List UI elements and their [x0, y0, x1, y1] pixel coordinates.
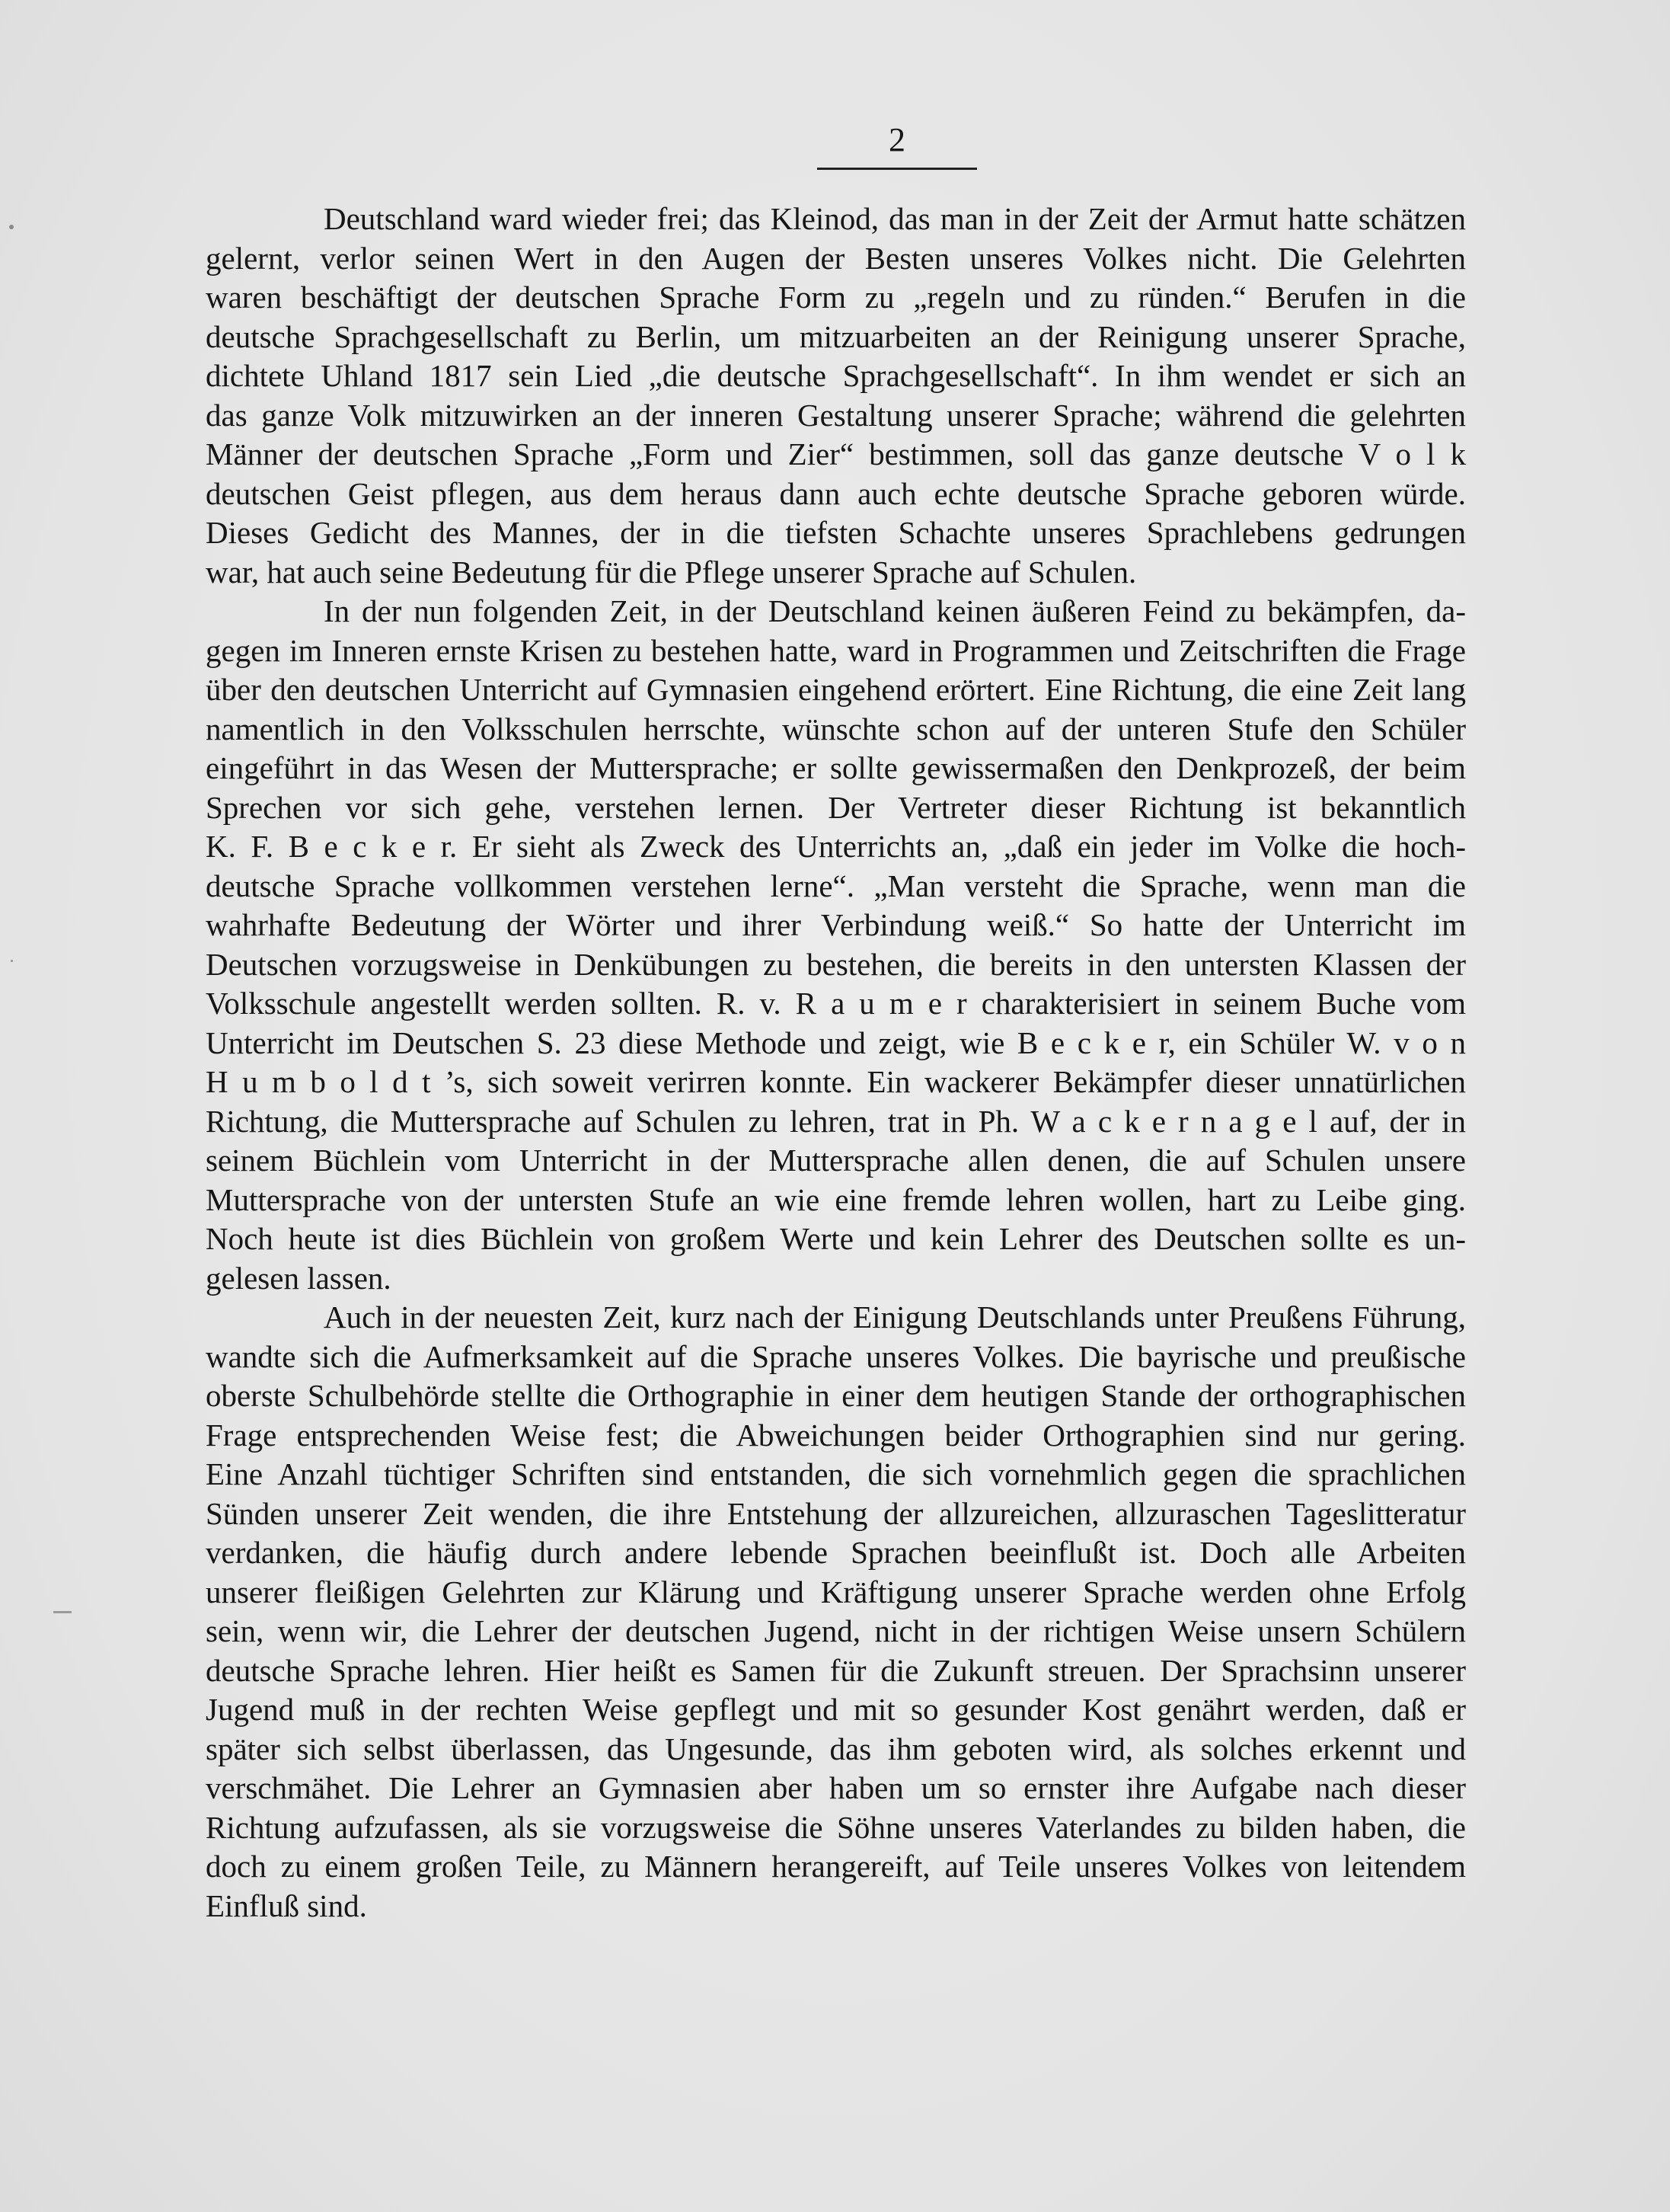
- text-line: Frage entsprechenden Weise fest; die Abweichungen beider Orthographien sind nur gering.: [206, 1417, 1466, 1453]
- text-line: über den deutschen Unterricht auf Gymnasien eingehend erörtert. Eine Richtung, die eine Zeit lang: [206, 672, 1466, 707]
- text-line: eingeführt in das Wesen der Muttersprache; er sollte gewissermaßen den Denkprozeß, der beim: [206, 750, 1466, 785]
- text-line: deutsche Sprache lehren. Hier heißt es Samen für die Zukunft streuen. Der Sprachsinn unserer: [206, 1652, 1466, 1688]
- text-line: Jugend muß in der rechten Weise gepflegt und mit so gesunder Kost genährt werden, daß er: [206, 1692, 1466, 1727]
- margin-mark: [53, 1611, 72, 1613]
- body-text: [206, 200, 1466, 1926]
- text-line: verschmähet. Die Lehrer an Gymnasien aber haben um so ernster ihre Aufgabe nach dieser: [206, 1770, 1466, 1805]
- text-line: dichtete Uhland 1817 sein Lied „die deutsche Sprachgesellschaft“. In ihm wendet er sich an: [206, 358, 1466, 393]
- text-line: deutsche Sprache vollkommen verstehen lerne“. „Man versteht die Sprache, wenn man die: [206, 868, 1466, 903]
- text-line: später sich selbst überlassen, das Ungesunde, das ihm geboten wird, als solches erkennt und: [206, 1731, 1466, 1766]
- text-line: Einfluß sind.: [206, 1888, 367, 1923]
- text-line: Noch heute ist dies Büchlein von großem Werte und kein Lehrer des Deutschen sollte es un-: [206, 1221, 1466, 1256]
- text-line: Muttersprache von der untersten Stufe an wie eine fremde lehren wollen, hart zu Leibe ging.: [206, 1181, 1466, 1217]
- text-line: Deutschland ward wieder frei; das Kleinod, das man in der Zeit der Armut hatte schätzen: [324, 201, 1466, 236]
- text-line: Richtung aufzufassen, als sie vorzugsweise die Söhne unseres Vaterlandes zu bilden haben, die: [206, 1809, 1466, 1845]
- text-line: Deutschen vorzugsweise in Denkübungen zu bestehen, die bereits in den untersten Klassen der: [206, 946, 1466, 982]
- text-line: namentlich in den Volksschulen herrschte, wünschte schon auf der unteren Stufe den Schüler: [206, 711, 1466, 746]
- text-line: wahrhafte Bedeutung der Wörter und ihrer Verbindung weiß.“ So hatte der Unterricht im: [206, 907, 1466, 942]
- text-line: Unterricht im Deutschen S. 23 diese Methode und zeigt, wie B e c k e r, ein Schüler W. v o n: [206, 1024, 1466, 1060]
- text-line: das ganze Volk mitzuwirken an der inneren Gestaltung unserer Sprache; während die gelehrten: [206, 397, 1466, 433]
- paragraph-2: [206, 592, 1466, 1298]
- page-number-rule: [817, 168, 977, 170]
- text-line: gelernt, verlor seinen Wert in den Augen der Besten unseres Volkes nicht. Die Gelehrten: [206, 240, 1466, 276]
- text-line: H u m b o l d t ’s, sich soweit verirren konnte. Ein wackerer Bekämpfer dieser unnatürlichen: [206, 1064, 1466, 1099]
- text-line: Männer der deutschen Sprache „Form und Zier“ bestimmen, soll das ganze deutsche V o l k: [206, 436, 1466, 471]
- text-line: Volksschule angestellt werden sollten. R. v. R a u m e r charakterisiert in seinem Buche vom: [206, 986, 1466, 1021]
- text-line: doch zu einem großen Teile, zu Männern herangereift, auf Teile unseres Volkes von leitendem: [206, 1849, 1466, 1884]
- text-line: unserer fleißigen Gelehrten zur Klärung und Kräftigung unserer Sprache werden ohne Erfolg: [206, 1574, 1466, 1609]
- text-line: Auch in der neuesten Zeit, kurz nach der Einigung Deutschlands unter Preußens Führung,: [324, 1299, 1466, 1335]
- text-line: Sprechen vor sich gehe, verstehen lernen. Der Vertreter dieser Richtung ist bekanntlich: [206, 789, 1466, 825]
- text-line: wandte sich die Aufmerksamkeit auf die Sprache unseres Volkes. Die bayrische und preußische: [206, 1338, 1466, 1374]
- paragraph-1: [206, 200, 1466, 592]
- text-line: seinem Büchlein vom Unterricht in der Muttersprache allen denen, die auf Schulen unsere: [206, 1143, 1466, 1178]
- text-line: K. F. B e c k e r. Er sieht als Zweck des Unterrichts an, „daß ein jeder im Volke die hoch-: [206, 829, 1466, 864]
- text-line: verdanken, die häufig durch andere lebende Sprachen beeinflußt ist. Doch alle Arbeiten: [206, 1535, 1466, 1570]
- margin-speck: [11, 960, 13, 962]
- text-line: gelesen lassen.: [206, 1260, 391, 1296]
- text-line: waren beschäftigt der deutschen Sprache Form zu „regeln und zu ründen.“ Berufen in die: [206, 280, 1466, 315]
- page-number: 2: [889, 121, 905, 158]
- margin-speck: [9, 225, 14, 229]
- text-line: deutschen Geist pflegen, aus dem heraus dann auch echte deutsche Sprache geboren würde.: [206, 475, 1466, 511]
- text-line: war, hat auch seine Bedeutung für die Pflege unserer Sprache auf Schulen.: [206, 554, 1137, 590]
- text-line: Dieses Gedicht des Mannes, der in die tiefsten Schachte unseres Sprachlebens gedrungen: [206, 515, 1466, 550]
- text-line: deutsche Sprachgesellschaft zu Berlin, um mitzuarbeiten an der Reinigung unserer Sprache,: [206, 318, 1466, 354]
- text-line: oberste Schulbehörde stellte die Orthographie in einer dem heutigen Stande der orthographischen: [206, 1378, 1466, 1413]
- text-line: gegen im Inneren ernste Krisen zu bestehen hatte, ward in Programmen und Zeitschriften die Frage: [206, 632, 1466, 668]
- paragraph-3: [206, 1298, 1466, 1926]
- text-line: In der nun folgenden Zeit, in der Deutschland keinen äußeren Feind zu bekämpfen, da-: [324, 593, 1466, 628]
- text-line: sein, wenn wir, die Lehrer der deutschen Jugend, nicht in der richtigen Weise unsern Schülern: [206, 1613, 1466, 1648]
- text-line: Eine Anzahl tüchtiger Schriften sind entstanden, die sich vornehmlich gegen die sprachlichen: [206, 1456, 1466, 1491]
- text-line: Sünden unserer Zeit wenden, die ihre Entstehung der allzureichen, allzuraschen Tageslitteratur: [206, 1495, 1466, 1531]
- text-line: Richtung, die Muttersprache auf Schulen zu lehren, trat in Ph. W a c k e r n a g e l auf, der in: [206, 1103, 1466, 1139]
